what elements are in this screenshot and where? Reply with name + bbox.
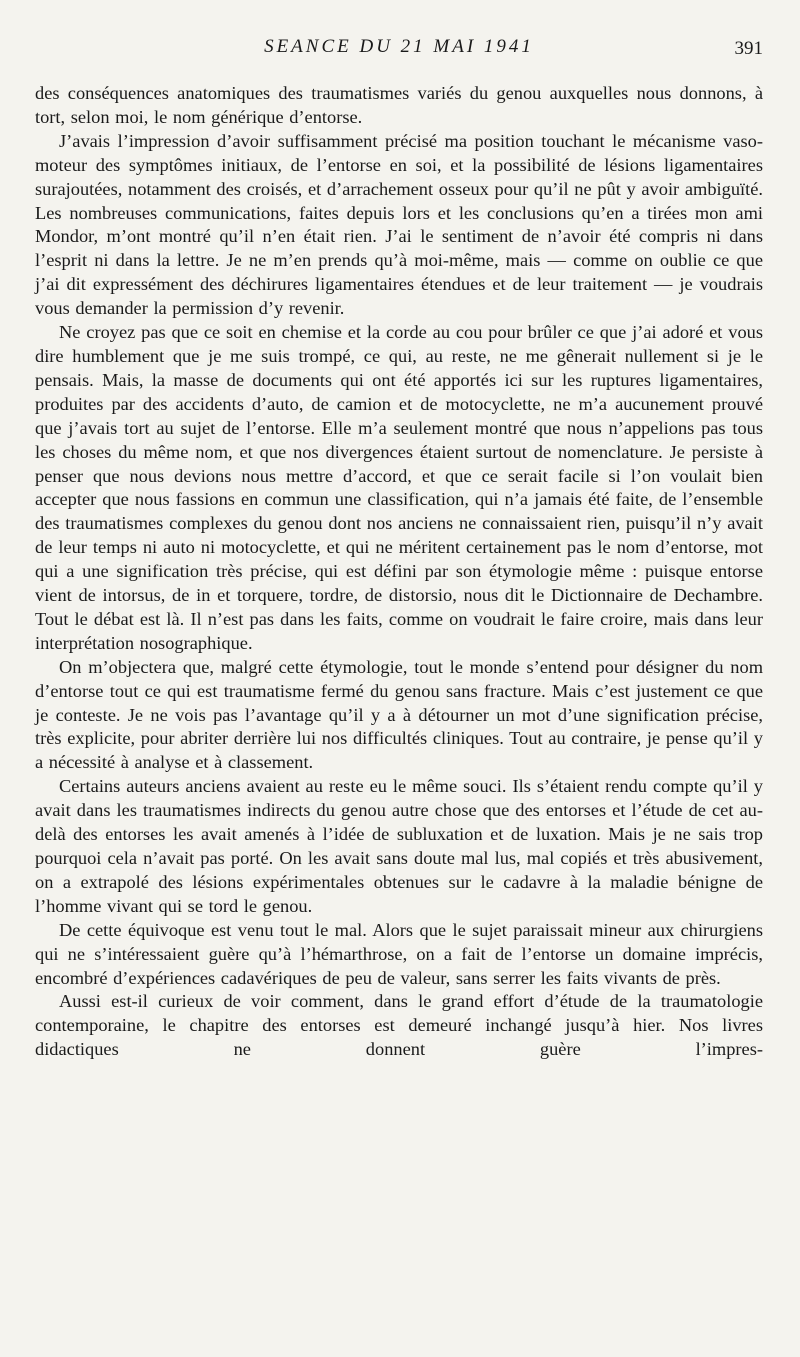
paragraph: On m’objectera que, malgré cette étymologie, tout le monde s’entend pour désigner du nom d’entorse tout ce qui est traumatisme fermé du genou sans fracture. Mais c’est justement ce que je conteste. Je ne vois pas l’avantage qu’il y a à détourner un mot d’une signification précise, très explicite, pour abriter derrière lui nos difficultés cliniques. Tout au contraire, je pense qu’il y a nécessité à analyse et à classement. [35, 656, 763, 773]
body-text [35, 82, 763, 1062]
paragraph: J’avais l’impression d’avoir suffisamment précisé ma position touchant le mécanisme vaso-moteur des symptômes initiaux, de l’entorse en soi, et la possibilité de lésions ligamentaires surajoutées, notamment des croisés, et d’arrachement osseux pour qu’il ne pût y avoir ambiguïté. Les nombreuses communications, faites depuis lors et les conclusions qu’en a tirées mon ami Mondor, m’ont montré qu’il n’en était rien. J’ai le sentiment de n’avoir été compris ni dans l’esprit ni dans la lettre. Je ne m’en prends qu’à moi-même, mais — comme on oublie ce que j’ai dit expressément des déchirures ligamentaires étendues et de leur traitement — je voudrais vous demander la permission d’y revenir. [35, 130, 763, 319]
paragraph: De cette équivoque est venu tout le mal. Alors que le sujet paraissait mineur aux chirurgiens qui ne s’intéressaient guère qu’à l’hémarthrose, on a fait de l’entorse un domaine imprécis, encombré d’expériences cadavériques de peu de valeur, sans serrer les faits vivants de près. [35, 919, 763, 988]
running-header [35, 36, 763, 76]
paragraph: Certains auteurs anciens avaient au reste eu le même souci. Ils s’étaient rendu compte qu’il y avait dans les traumatismes indirects du genou autre chose que des entorses et l’étude de cet au-delà des entorses les avait amenés à l’idée de subluxation et de luxation. Mais je ne sais trop pourquoi cela n’avait pas porté. On les avait sans doute mal lus, mal copiés et très abusivement, on a extrapolé des lésions expérimentales obtenues sur le cadavre à la maladie bénigne de l’homme vivant qui se tord le genou. [35, 776, 763, 916]
paragraph: Aussi est-il curieux de voir comment, dans le grand effort d’étude de la traumatologie contemporaine, le chapitre des entorses est demeuré inchangé jusqu’à hier. Nos livres didactiques ne donnent guère l’impres- [35, 991, 763, 1060]
paragraph: des conséquences anatomiques des traumatismes variés du genou auxquelles nous donnons, à tort, selon moi, le nom générique d’entorse. [35, 83, 763, 127]
paragraph: Ne croyez pas que ce soit en chemise et la corde au cou pour brûler ce que j’ai adoré et vous dire humblement que je me suis trompé, ce qui, au reste, ne me gênerait nullement si je le pensais. Mais, la masse de documents qui ont été apportés ici sur les ruptures ligamentaires, produites par des accidents d’auto, de camion et de motocyclette, ne m’a aucunement prouvé que j’avais tort au sujet de l’entorse. Elle m’a seulement montré que nous n’appelions pas tous les choses du même nom, et que nos divergences étaient surtout de nomenclature. Je persiste à penser que nous devions nous mettre d’accord, et que ce serait facile si l’on voulait bien accepter que nous fassions en commun une classification, qui n’a jamais été faite, de l’ensemble des traumatismes complexes du genou dont nos anciens ne connaissaient rien, puisqu’il n’y avait de leur temps ni auto ni motocyclette, et qui ne méritent certainement pas le nom d’entorse, mot qui a une signification très précise, qui est défini par son étymologie même : puisque entorse vient de intorsus, de in et torquere, tordre, de distorsio, nous dit le Dictionnaire de Dechambre. Tout le débat est là. Il n’est pas dans les faits, comme on voudrait le faire croire, mais dans leur interprétation nosographique. [35, 322, 763, 653]
page-number: 391 [734, 38, 763, 59]
running-title: SEANCE DU 21 MAI 1941 [264, 36, 534, 57]
